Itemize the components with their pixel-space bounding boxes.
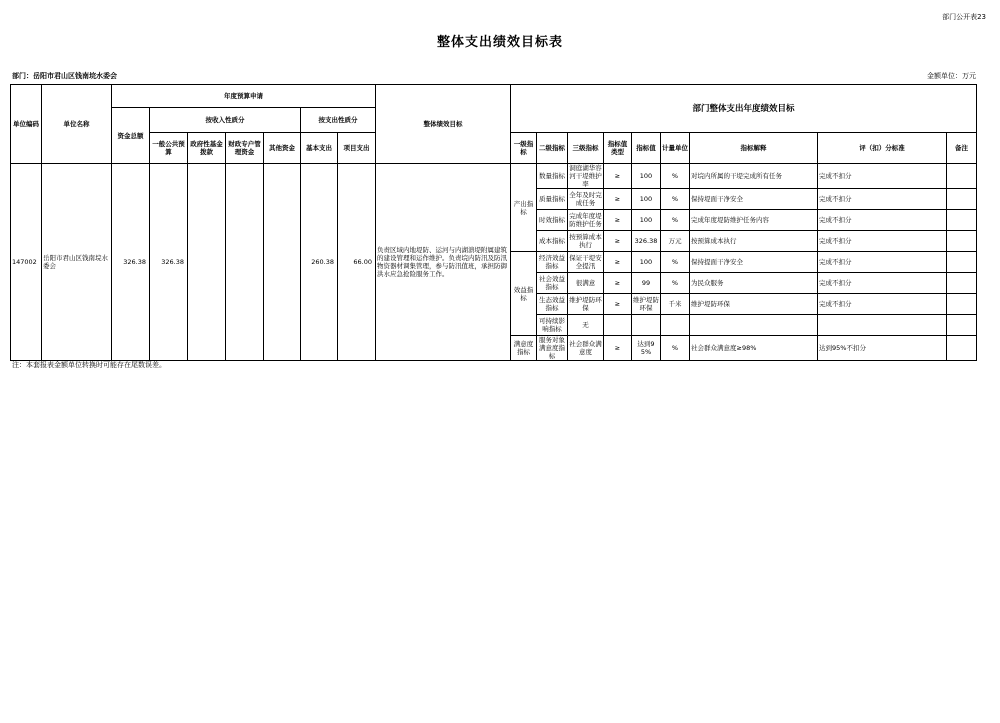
header-unit-code: 单位编码 [11,85,42,164]
indicator-type: ≥ [604,164,632,189]
level1-satisfaction-cell: 满意度指标 [511,336,537,361]
indicator-remark [947,231,977,252]
header-explanation: 指标解释 [690,133,818,164]
indicator-remark [947,336,977,361]
header-project-expense: 项目支出 [338,133,376,164]
indicator-criteria: 完成不扣分 [818,164,947,189]
indicator-type: ≥ [604,189,632,210]
general-budget-cell: 326.38 [150,164,188,361]
indicator-type: ≥ [604,231,632,252]
indicator-remark [947,252,977,273]
indicator-criteria: 完成不扣分 [818,231,947,252]
header-special-fund: 财政专户管理资金 [226,133,264,164]
indicator-value: 达到95% [632,336,661,361]
indicator-type: ≥ [604,210,632,231]
performance-goal-table [10,84,977,361]
header-unit-name: 单位名称 [42,85,112,164]
level1-output-cell: 产出指标 [511,164,537,252]
special-fund-cell [226,164,264,361]
header-basic-expense: 基本支出 [301,133,338,164]
unit-code-cell: 147002 [11,164,42,361]
indicator-explanation: 为民众服务 [690,273,818,294]
header-value: 指标值 [632,133,661,164]
header-remark: 备注 [947,133,977,164]
indicator-l3: 社会群众满意度 [568,336,604,361]
indicator-l2: 生态效益指标 [537,294,568,315]
indicator-unit: % [661,210,690,231]
header-total-funds: 资金总额 [112,108,150,164]
indicator-l2: 数量指标 [537,164,568,189]
overall-goal-cell: 负责区域内地堤防、运河与内湖溃堤附属建筑的建设管理和运作维护。负责垸内防汛及防汛物资器材调集管理，参与防汛值班，承担防御洪水应急抢险服务工作。 [376,164,511,361]
indicator-explanation: 保持堤面干净安全 [690,189,818,210]
indicator-type: ≥ [604,273,632,294]
gov-fund-cell [188,164,226,361]
indicator-criteria: 完成不扣分 [818,210,947,231]
indicator-l2: 经济效益指标 [537,252,568,273]
indicator-l2: 可持续影响指标 [537,315,568,336]
amount-unit-label: 金额单位：万元 [927,72,976,80]
indicator-unit: % [661,336,690,361]
indicator-explanation [690,315,818,336]
header-general-budget: 一般公共预算 [150,133,188,164]
indicator-criteria [818,315,947,336]
indicator-l3: 按预算成本执行 [568,231,604,252]
indicator-unit: 千米 [661,294,690,315]
header-criteria: 评（扣）分标准 [818,133,947,164]
indicator-l3: 完成年度堤防维护任务 [568,210,604,231]
department-label: 部门：岳阳市君山区钱南垸水委会 [12,72,117,80]
indicator-value: 100 [632,210,661,231]
header-level2: 二级指标 [537,133,568,164]
header-by-expense: 按支出性质分 [301,108,376,133]
indicator-criteria: 完成不扣分 [818,294,947,315]
indicator-l3: 很满意 [568,273,604,294]
report-number-label: 部门公开表23 [942,13,986,21]
indicator-unit [661,315,690,336]
indicator-explanation: 社会群众满意度≥98% [690,336,818,361]
header-value-type: 指标值类型 [604,133,632,164]
indicator-explanation: 完成年度堤防维护任务内容 [690,210,818,231]
indicator-l2: 服务对象满意度指标 [537,336,568,361]
indicator-l3: 洞庭湖华容河干堤维护率 [569,164,602,188]
indicator-explanation: 保持提面干净安全 [690,252,818,273]
indicator-criteria: 达到95%不扣分 [818,336,947,361]
indicator-remark [947,294,977,315]
indicator-value [632,315,661,336]
indicator-type: ≥ [604,294,632,315]
indicator-remark [947,273,977,294]
header-other-funds: 其他资金 [264,133,301,164]
indicator-criteria: 完成不扣分 [818,252,947,273]
header-level1: 一级指标 [511,133,537,164]
indicator-l3: 全年及时完成任务 [568,189,604,210]
other-funds-cell [264,164,301,361]
indicator-criteria: 完成不扣分 [818,273,947,294]
footnote: 注：本套报表金额单位转换时可能存在尾数误差。 [12,361,166,369]
indicator-type [604,315,632,336]
header-level3: 三级指标 [568,133,604,164]
indicator-l2: 社会效益指标 [537,273,568,294]
total-funds-cell: 326.38 [112,164,150,361]
indicator-l2: 质量指标 [537,189,568,210]
indicator-explanation: 维护堤防环保 [690,294,818,315]
header-overall-goal: 整体绩效目标 [376,85,511,164]
header-gov-fund: 政府性基金拨款 [188,133,226,164]
level1-benefit-cell: 效益指标 [511,252,537,336]
unit-name-cell: 岳阳市君山区钱南垸水委会 [42,164,112,361]
indicator-unit: % [661,189,690,210]
header-annual-budget: 年度预算申请 [112,85,376,108]
indicator-value: 99 [632,273,661,294]
indicator-unit: % [661,252,690,273]
indicator-type: ≥ [604,252,632,273]
project-expense-cell: 66.00 [338,164,376,361]
indicator-criteria: 完成不扣分 [818,189,947,210]
indicator-unit: % [661,164,690,189]
indicator-explanation: 按预算成本执行 [690,231,818,252]
indicator-remark [947,164,977,189]
indicator-unit: % [661,273,690,294]
header-by-income: 按收入性质分 [150,108,301,133]
indicator-value: 326.38 [632,231,661,252]
indicator-explanation: 对垸内所属的干堤完成所有任务 [690,164,818,189]
basic-expense-cell: 260.38 [301,164,338,361]
indicator-l3: 保证干堤安全提汛 [568,252,604,273]
header-dept-annual-goal: 部门整体支出年度绩效目标 [511,85,977,133]
indicator-unit: 万元 [661,231,690,252]
indicator-remark [947,189,977,210]
indicator-type: ≥ [604,336,632,361]
indicator-l2: 成本指标 [537,231,568,252]
indicator-value: 100 [632,189,661,210]
indicator-value: 维护堤防环保 [632,294,661,315]
indicator-remark [947,210,977,231]
indicator-value: 100 [632,164,661,189]
indicator-remark [947,315,977,336]
indicator-l2: 时效指标 [537,210,568,231]
header-measure-unit: 计量单位 [661,133,690,164]
indicator-value: 100 [632,252,661,273]
indicator-l3: 维护堤防环保 [568,294,604,315]
indicator-l3: 无 [568,315,604,336]
page-title: 整体支出绩效目标表 [436,35,563,50]
